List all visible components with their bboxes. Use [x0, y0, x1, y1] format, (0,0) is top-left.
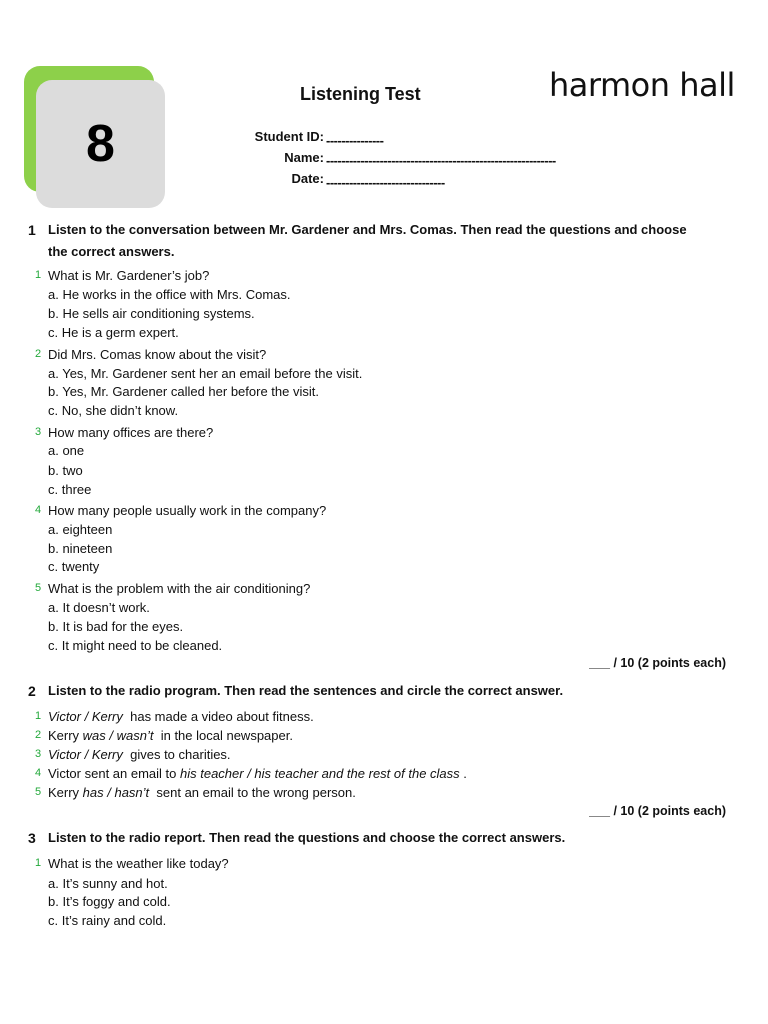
- question-text: What is Mr. Gardener’s job?: [48, 268, 210, 283]
- answer-option[interactable]: c. It’s rainy and cold.: [48, 913, 167, 928]
- answer-option[interactable]: a. He works in the office with Mrs. Comas.: [48, 287, 291, 302]
- answer-option[interactable]: b. It’s foggy and cold.: [48, 894, 171, 909]
- name-line: ------------------------------------------------------------: [326, 153, 556, 168]
- question-number: 3: [35, 426, 42, 438]
- question-number: 1: [35, 710, 42, 722]
- section-2-score: ___ / 10 (2 points each): [589, 804, 726, 818]
- question-number: 1: [35, 857, 42, 869]
- answer-option[interactable]: a. one: [48, 443, 85, 458]
- section-1-score: ___ / 10 (2 points each): [589, 656, 726, 670]
- date-line: -------------------------------: [326, 175, 445, 190]
- question-text: What is the problem with the air conditioning?: [48, 581, 311, 596]
- section-instruction: Listen to the conversation between Mr. Gardener and Mrs. Comas. Then read the questions and choose the correct answers.: [48, 222, 687, 259]
- answer-option[interactable]: c. twenty: [48, 559, 100, 574]
- answer-option[interactable]: c. three: [48, 482, 92, 497]
- question-text: What is the weather like today?: [48, 856, 229, 871]
- question-number: 5: [35, 582, 42, 594]
- name-label: Name:: [284, 150, 324, 165]
- question-number: 2: [35, 348, 42, 360]
- answer-option[interactable]: b. Yes, Mr. Gardener called her before the visit.: [48, 384, 319, 399]
- answer-option[interactable]: a. It doesn’t work.: [48, 600, 150, 615]
- answer-option[interactable]: a. eighteen: [48, 522, 113, 537]
- section-instruction: Listen to the radio program. Then read the sentences and circle the correct answer.: [48, 683, 564, 698]
- section-number: 2: [28, 683, 36, 699]
- question-number: 4: [35, 504, 42, 516]
- date-label: Date:: [291, 171, 324, 186]
- question-number: 2: [35, 729, 42, 741]
- name-field[interactable]: [240, 150, 556, 171]
- test-number: 8: [86, 115, 115, 173]
- answer-option[interactable]: b. He sells air conditioning systems.: [48, 306, 255, 321]
- answer-option[interactable]: c. No, she didn’t know.: [48, 403, 179, 418]
- question-text: Did Mrs. Comas know about the visit?: [48, 347, 267, 362]
- section-number: 3: [28, 830, 36, 846]
- student-id-field[interactable]: [240, 129, 384, 150]
- student-id-line: ---------------: [326, 133, 384, 148]
- answer-option[interactable]: b. two: [48, 463, 83, 478]
- circle-choice[interactable]: Victor / Kerry: [48, 747, 123, 762]
- circle-choice[interactable]: has / hasn’t: [82, 785, 150, 800]
- page-title: Listening Test: [300, 84, 421, 104]
- circle-choice[interactable]: was / wasn’t: [82, 728, 154, 743]
- student-fields: [240, 129, 556, 192]
- question-number: 4: [35, 767, 42, 779]
- answer-option[interactable]: c. He is a germ expert.: [48, 325, 179, 340]
- question-number: 1: [35, 269, 42, 281]
- answer-option[interactable]: a. Yes, Mr. Gardener sent her an email before the visit.: [48, 366, 363, 381]
- question-number: 3: [35, 748, 42, 760]
- answer-option[interactable]: a. It’s sunny and hot.: [48, 876, 168, 891]
- question-text: How many people usually work in the company?: [48, 503, 327, 518]
- question-number: 5: [35, 786, 42, 798]
- answer-option[interactable]: c. It might need to be cleaned.: [48, 638, 223, 653]
- test-number-badge: [36, 80, 165, 208]
- circle-choice[interactable]: Victor / Kerry: [48, 709, 123, 724]
- answer-option[interactable]: b. nineteen: [48, 541, 113, 556]
- answer-option[interactable]: b. It is bad for the eyes.: [48, 619, 184, 634]
- circle-choice[interactable]: his teacher / his teacher and the rest of the class: [180, 766, 460, 781]
- student-id-label: Student ID:: [254, 129, 324, 144]
- date-field[interactable]: [240, 171, 445, 192]
- brand-logo: harmon hall: [549, 66, 735, 104]
- section-number: 1: [28, 222, 36, 238]
- section-instruction: Listen to the radio report. Then read the questions and choose the correct answers.: [48, 830, 566, 845]
- question-text: How many offices are there?: [48, 425, 214, 440]
